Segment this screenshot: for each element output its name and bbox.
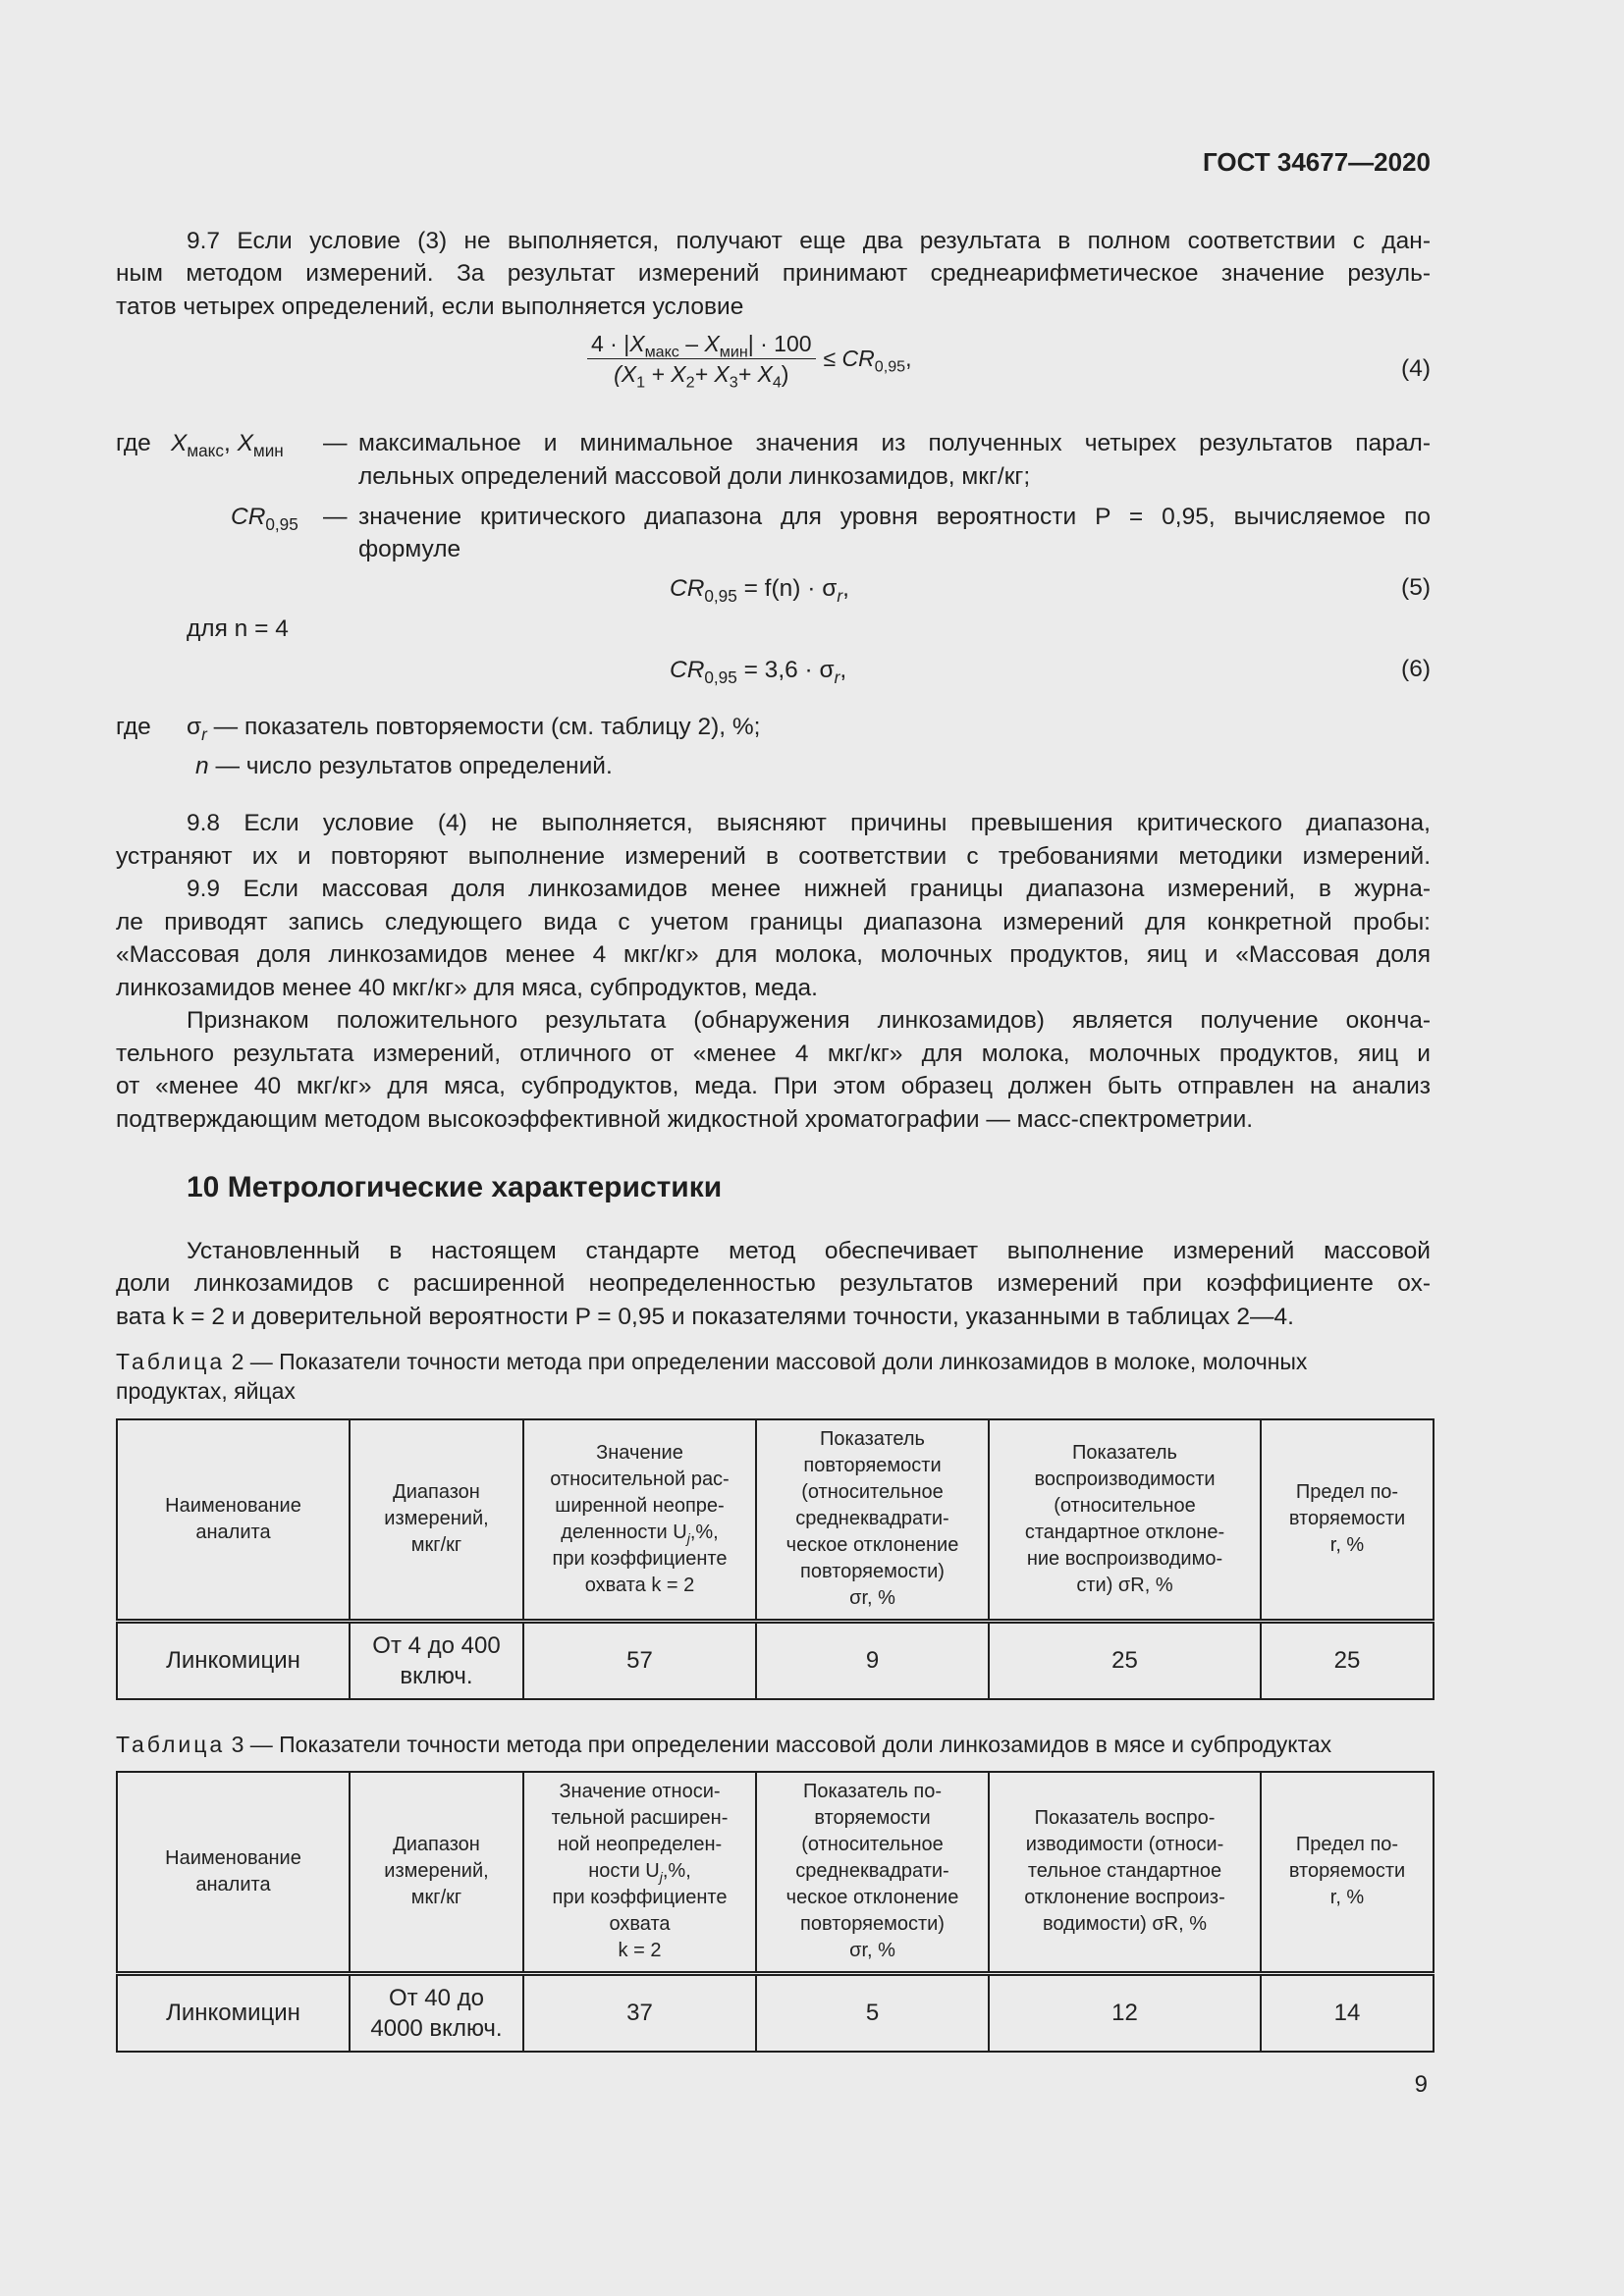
table-row (117, 1973, 1434, 2052)
equation-5-number: (5) (1401, 574, 1431, 601)
table-3-cell-uncertainty: 37 (523, 1973, 756, 2052)
section-10-line1: Установленный в настоящем стандарте метод обеспечивает выполнение измерений массовой (187, 1238, 1431, 1264)
table-3-header-uncertainty: Значение относи- тельной расширен- ной неопределен- ности $U_j,\%$, при коэффициенте охвата k = 2 (523, 1772, 756, 1973)
table-3-header-range: Диапазон измерений, мкг/кг (350, 1772, 523, 1973)
table-3-cell-reproducibility: 12 (989, 1973, 1261, 2052)
equation-6-number: (6) (1401, 656, 1431, 682)
section-10-line3: вата k = 2 и доверительной вероятности P = 0,95 и показателями точности, указанными в таблицах 2—4. (116, 1304, 1294, 1330)
para-9-8-line2: устраняют их и повторяют выполнение измерений в соответствии с требованиями методики измерений. (116, 843, 1431, 870)
table-3-header-reproducibility: Показатель воспро- изводимости (относи- тельное стандартное отклонение воспроиз- водимости) σR, % (989, 1772, 1261, 1973)
table-3-header-analyte: Наименование аналита (117, 1772, 350, 1973)
table-2 (116, 1418, 1435, 1700)
para-positive-line4: подтверждающим методом высокоэффективной жидкостной хроматографии — масс-спектрометрии. (116, 1106, 1254, 1133)
table-2-header-range: Диапазон измерений, мкг/кг (350, 1419, 523, 1621)
table-2-cell-reproducibility: 25 (989, 1621, 1261, 1699)
equation-4 (587, 329, 912, 392)
section-10-line2: доли линкозамидов с расширенной неопределенностью результатов измерений при коэффициенте ох- (116, 1270, 1431, 1297)
cr-definition-line1: значение критического диапазона для уровня вероятности P = 0,95, вычисляемое по (358, 504, 1431, 530)
table-2-cell-uncertainty: 57 (523, 1621, 756, 1699)
equation-4-numerator: $4 \cdot |X_{макс} - X_{мин}| \cdot 100$ (587, 329, 816, 359)
para-9-9-line4: линкозамидов менее 40 мкг/кг» для мяса, субпродуктов, меда. (116, 975, 818, 1001)
para-positive-line3: от «менее 40 мкг/кг» для мяса, субпродуктов, меда. При этом образец должен быть отправлен на анализ (116, 1073, 1431, 1099)
table-3-cell-range: От 40 до 4000 включ. (350, 1973, 523, 2052)
table-2-header-repeatability: Показатель повторяемости (относительное среднеквадрати- ческое отклонение повторяемости) σr, % (756, 1419, 989, 1621)
table-3-header-repeatability: Показатель по- вторяемости (относительное среднеквадрати- ческое отклонение повторяемости) σr, % (756, 1772, 989, 1973)
table-2-cell-repeatability: 9 (756, 1621, 989, 1699)
table-3-cell-analyte: Линкомицин (117, 1973, 350, 2052)
equation-4-rhs: ≤ $CR_{0,95}$, (823, 346, 912, 376)
equation-6: $CR_{0,95} = 3,6 \cdot \sigma_r$, (670, 657, 847, 687)
where-label-1: где (116, 430, 151, 456)
equation-5: $CR_{0,95} = f(n) \cdot \sigma_r$, (670, 575, 849, 606)
cr-definition-line2: формуле (358, 536, 461, 562)
para-positive-line1: Признаком положительного результата (обнаружения линкозамидов) является получение оконча- (187, 1007, 1431, 1034)
table-2-header-reproducibility: Показатель воспроизводимости (относительное стандартное отклоне- ние воспроизводимо- сти) σR, % (989, 1419, 1261, 1621)
para-9-8-line1: 9.8 Если условие (4) не выполняется, выясняют причины превышения критического диапазона, (187, 810, 1431, 836)
para-positive-line2: тельного результата измерений, отличного от «менее 4 мкг/кг» для молока, молочных продуктов, яиц и (116, 1041, 1431, 1067)
table-2-caption: Таблица 2 — Показатели точности метода при определении массовой доли линкозамидов в молоке, молочных (116, 1349, 1308, 1374)
table-2-caption-line2: продуктах, яйцах (116, 1378, 296, 1404)
where-label-2: где (116, 714, 151, 740)
table-3-cell-repeatability: 5 (756, 1973, 989, 2052)
table-2-cell-range: От 4 до 400 включ. (350, 1621, 523, 1699)
para-9-7-line3: татов четырех определений, если выполняется условие (116, 294, 744, 320)
para-9-7-line2: ным методом измерений. За результат измерений принимают среднеарифметическое значение резуль- (116, 260, 1431, 287)
table-2-header-analyte: Наименование аналита (117, 1419, 350, 1621)
symbol-cr095: $CR_{0,95}$ (231, 504, 298, 534)
table-2-header-row (117, 1419, 1434, 1621)
table-row (117, 1621, 1434, 1699)
standard-header: ГОСТ 34677—2020 (1203, 147, 1431, 177)
table-2-cell-limit: 25 (1261, 1621, 1434, 1699)
symbols-xmax-xmin: $X_{макс}$, $X_{мин}$ (171, 430, 284, 460)
section-10-title: 10 Метрологические характеристики (187, 1171, 723, 1203)
page-number: 9 (1414, 2071, 1428, 2098)
table-3-caption: Таблица 3 — Показатели точности метода при определении массовой доли линкозамидов в мясе и субпродуктах (116, 1732, 1332, 1757)
n-definition: n — число результатов определений. (195, 753, 613, 779)
table-2-header-limit: Предел по- вторяемости r, % (1261, 1419, 1434, 1621)
para-9-9-line2: ле приводят запись следующего вида с учетом границы диапазона измерений для конкретной пробы: (116, 909, 1431, 935)
sigma-r-definition: $\sigma_r$ — показатель повторяемости (см. таблицу 2), %; (187, 714, 761, 744)
para-9-7-line1: 9.7 Если условие (3) не выполняется, получают еще два результата в полном соответствии с дан- (187, 228, 1431, 254)
where1-dash-1: — (323, 430, 348, 456)
table-3 (116, 1771, 1435, 2053)
table-2-header-uncertainty: Значение относительной рас- ширенной неопре- деленности $U_j,\%$, при коэффициенте охвата k = 2 (523, 1419, 756, 1621)
equation-4-number: (4) (1401, 355, 1431, 382)
equation-4-denominator: $(X_1 + X_2+ X_3+ X_4)$ (614, 361, 789, 392)
for-n-4: для n = 4 (187, 615, 289, 642)
para-9-9-line1: 9.9 Если массовая доля линкозамидов менее нижней границы диапазона измерений, в журна- (187, 876, 1431, 902)
table-2-cell-analyte: Линкомицин (117, 1621, 350, 1699)
where1-dash-2: — (323, 504, 348, 530)
para-9-9-line3: «Массовая доля линкозамидов менее 4 мкг/кг» для молока, молочных продуктов, яиц и «Массовая доля (116, 941, 1431, 968)
table-3-header-limit: Предел по- вторяемости r, % (1261, 1772, 1434, 1973)
xmax-definition-line2: лельных определений массовой доли линкозамидов, мкг/кг; (358, 463, 1031, 490)
table-3-header-row (117, 1772, 1434, 1973)
equation-4-fraction (587, 329, 816, 392)
xmax-definition-line1: максимальное и минимальное значения из полученных четырех результатов парал- (358, 430, 1431, 456)
table-3-cell-limit: 14 (1261, 1973, 1434, 2052)
